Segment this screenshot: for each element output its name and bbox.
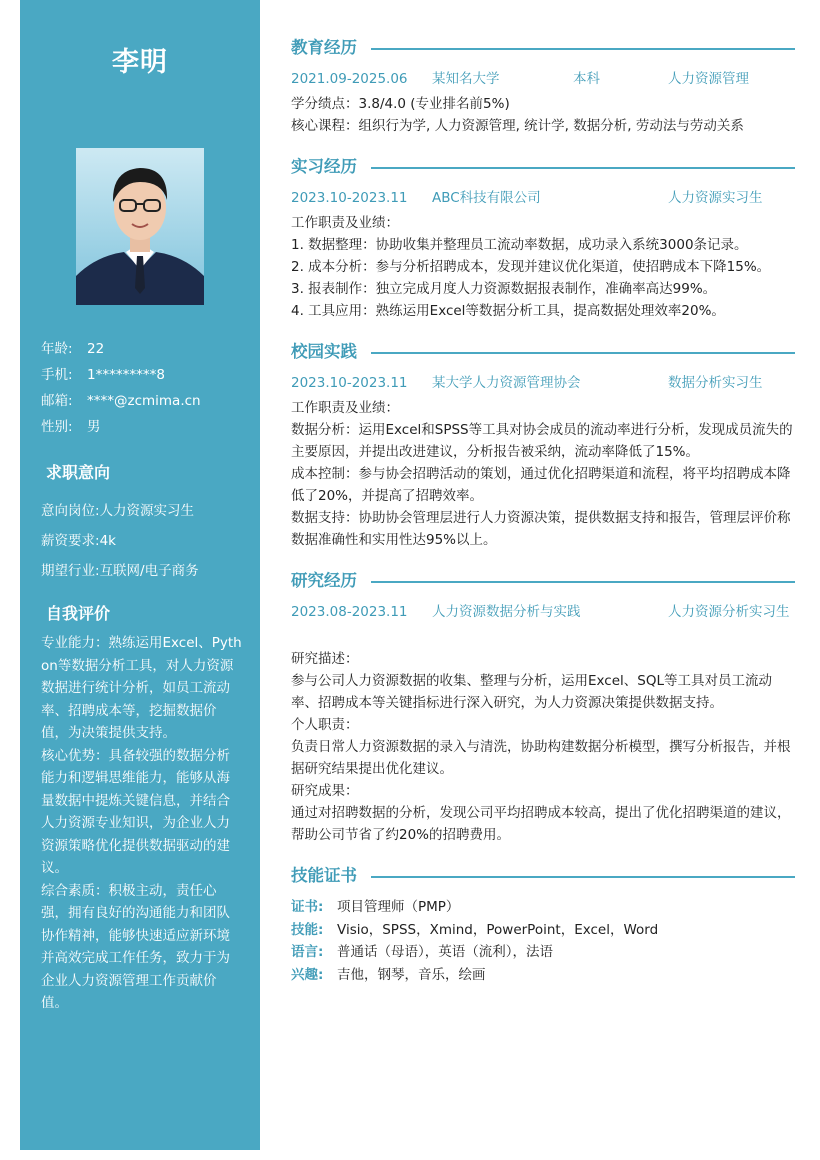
self-eval-paragraph: 综合素质：积极主动，责任心强，拥有良好的沟通能力和团队协作精神，能够快速适应新环境并高效完成工作任务，致力于为企业人力资源管理工作贡献价值。 — [41, 882, 230, 1011]
research-section-header: 研究经历 — [291, 569, 795, 593]
avatar — [76, 148, 204, 305]
sidebar — [20, 0, 260, 1150]
self-eval-paragraph: 核心优势：具备较强的数据分析能力和逻辑思维能力，能够从海量数据中提炼关键信息，并结合人力资源专业知识，为企业人力资源策略优化提供数据驱动的建议。 — [41, 747, 230, 876]
section-divider — [371, 48, 795, 50]
personal-info — [41, 336, 251, 440]
job-intent — [41, 496, 256, 586]
campus-section-header: 校园实践 — [291, 340, 795, 364]
research-details: 研究描述： 参与公司人力资源数据的收集、整理与分析，运用Excel、SQL等工具对员工流动率、招聘成本等关键指标进行深入研究，为人力资源决策提供数据支持。 个人职责： 负责日常人力资源数据的录入与清洗，协助构建数据分析模型，撰写分析报告，并根据研究结果提出优化建议。 研究成果： 通过对招聘数据的分析，发现公司平均招聘成本较高，提出了优化招聘渠道的建议，帮助公司节省了约20%的招聘费用。 — [291, 651, 791, 843]
section-divider — [371, 352, 795, 354]
internship-details: 工作职责及业绩： 1. 数据整理：协助收集并整理员工流动率数据，成功录入系统3000条记录。 2. 成本分析：参与分析招聘成本，发现并建议优化渠道，使招聘成本下降15%。 3. 报表制作：独立完成月度人力资源数据报表制作，准确率高达99%。 4. 工具应用：熟练运用Excel等数据分析工具，提高数据处理效率20%。 — [291, 215, 771, 319]
intent-heading: 求职意向 — [46, 463, 111, 482]
section-divider — [371, 876, 795, 878]
info-email: 邮箱: ****@zcmima.cn — [41, 393, 201, 409]
info-age: 年龄: 22 — [41, 341, 105, 357]
skill-row: 证书: 项目管理师（PMP） — [291, 899, 460, 915]
section-divider — [371, 167, 795, 169]
self-eval — [41, 632, 243, 1015]
candidate-name: 李明 — [112, 47, 168, 78]
info-gender: 性别: 男 — [41, 419, 101, 435]
skill-row: 兴趣: 吉他，钢琴，音乐，绘画 — [291, 966, 486, 983]
self-eval-heading: 自我评价 — [46, 604, 111, 623]
education-details: 学分绩点：3.8/4.0 (专业排名前5%) 核心课程：组织行为学, 人力资源管理, 统计学, 数据分析, 劳动法与劳动关系 — [291, 96, 744, 134]
intent-industry: 期望行业:互联网/电子商务 — [41, 563, 199, 579]
skill-row: 语言: 普通话（母语），英语（流利），法语 — [291, 944, 553, 960]
skill-row: 技能: Visio，SPSS，Xmind，PowerPoint，Excel，Word — [291, 921, 659, 938]
campus-details: 工作职责及业绩： 数据分析：运用Excel和SPSS等工具对协会成员的流动率进行分析，发现成员流失的主要原因，并提出改进建议，分析报告被采纳，流动率降低了15%。 成本控制：参与协会招聘活动的策划，通过优化招聘渠道和流程，将平均招聘成本降低了20%，并提高了招聘效率。 数据支持：协助协会管理层进行人力资源决策，提供数据支持和报告，管理层评价称数据准确性和实用性达95%以上。 — [291, 400, 793, 548]
intent-position: 意向岗位:人力资源实习生 — [41, 503, 195, 519]
info-phone: 手机: 1*********8 — [41, 367, 165, 383]
avatar-photo-icon — [76, 148, 204, 305]
internship-section-header: 实习经历 — [291, 155, 795, 179]
section-divider — [371, 581, 795, 583]
education-section-header: 教育经历 — [291, 36, 795, 60]
intent-salary: 薪资要求:4k — [41, 533, 116, 549]
skills-list — [291, 896, 795, 986]
self-eval-paragraph: 专业能力：熟练运用Excel、Python等数据分析工具，对人力资源数据进行统计分析，如员工流动率、招聘成本等，挖掘数据价值，为决策提供支持。 — [41, 635, 242, 741]
skills-section-header: 技能证书 — [291, 864, 795, 888]
